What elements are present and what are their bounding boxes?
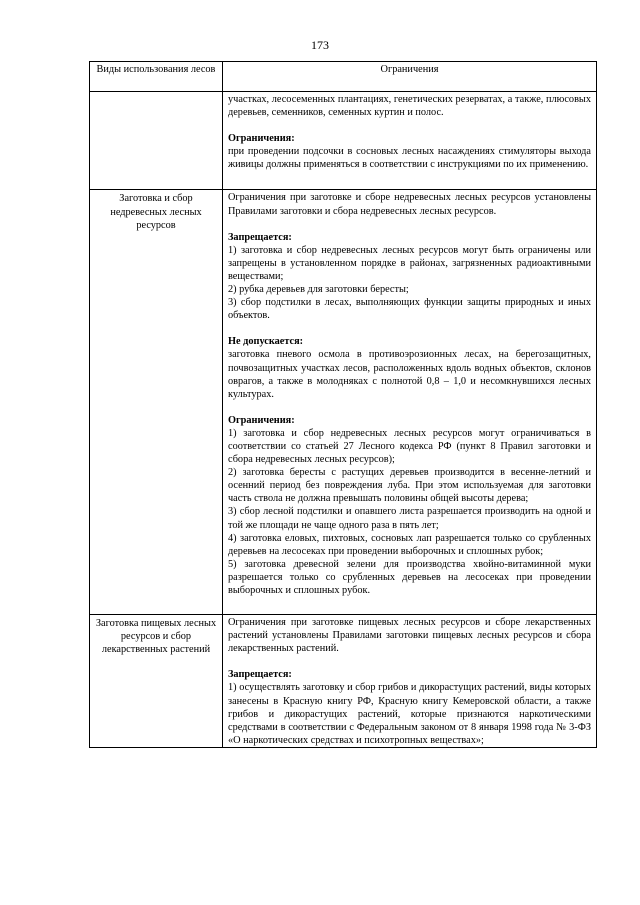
paragraph: 1) осуществлять заготовку и сбор грибов и дикорастущих растений, виды которых занесены в Красную книгу РФ, Красную книгу Кемеровской области, а также грибов и дикорастущих растений, которые признаются наркотическими средствами в соответствии с Федеральным законом от 8 января 1998 года № 3-ФЗ «О наркотических средствах и психотропных веществах»;: [228, 682, 591, 746]
paragraph: при проведении подсочки в сосновых лесных насаждениях стимуляторы выхода живицы должны применяться в соответствии с инструкциями по их применению.: [228, 146, 591, 171]
restrictions-table: [89, 61, 597, 748]
paragraph: заготовка пневого осмола в противоэрозионных лесах, на берегозащитных, почвозащитных участках лесов, расположенных вдоль водных объектов, склонов оврагов, а также в молодняках с полнотой 0,8 – 1,0 и несомкнувшихся лесных культурах.: [228, 349, 591, 400]
paragraph: 1) заготовка и сбор недревесных лесных ресурсов могут ограничиваться в соответствии со статьей 27 Лесного кодекса РФ (пункт 8 Правил заготовки и сбора недревесных лесных ресурсов);: [228, 427, 591, 466]
paragraph: 3) сбор подстилки в лесах, выполняющих функции защиты природных и иных объектов.: [228, 297, 591, 322]
table-row: [90, 190, 597, 615]
paragraph: 2) рубка деревьев для заготовки бересты;: [228, 284, 409, 296]
table-body: [90, 92, 597, 748]
usage-kind-cell: Заготовка пищевых лесных ресурсов и сбор лекарственных растений: [90, 615, 223, 748]
table-row: [90, 615, 597, 748]
paragraph: Ограничения при заготовке пищевых лесных ресурсов и сборе лекарственных растений установлены Правилами заготовки пищевых лесных ресурсов и сбора лекарственных растений.: [228, 617, 591, 655]
header-restrictions: Ограничения: [223, 62, 597, 92]
paragraph: 3) сбор лесной подстилки и опавшего листа разрешается производить на одной и той же площади не чаще одного раза в пять лет;: [228, 506, 591, 531]
usage-kind-cell: [90, 92, 223, 190]
paragraph: Ограничения при заготовке и сборе недревесных лесных ресурсов установлены Правилами заготовки и сбора недревесных лесных ресурсов.: [228, 192, 591, 217]
usage-kind-cell: Заготовка и сбор недревесных лесных ресурсов: [90, 190, 223, 615]
paragraph: 2) заготовка бересты с растущих деревьев производится в весенне-летний и осенний период без повреждения луба. При этом используемая для заготовки часть ствола не должна превышать половины общей высоты дерева;: [228, 467, 591, 505]
restrictions-cell: [223, 190, 597, 615]
section-heading: Не допускается:: [228, 336, 304, 348]
restrictions-cell: [223, 615, 597, 748]
paragraph: 5) заготовка древесной зелени для производства хвойно-витаминной муки разрешается только со срубленных деревьев на лесосеках при проведении выборочных и сплошных рубок.: [228, 558, 591, 596]
paragraph: 4) заготовка еловых, пихтовых, сосновых лап разрешается только со срубленных деревьев на лесосеках при проведении выборочных и сплошных рубок;: [228, 532, 591, 557]
table-row: [90, 92, 597, 190]
section-heading: Запрещается:: [228, 231, 292, 243]
section-heading: Запрещается:: [228, 669, 292, 681]
header-usage-kind: Виды использования лесов: [90, 62, 223, 92]
restrictions-cell: [223, 92, 597, 190]
section-heading: Ограничения:: [228, 414, 295, 426]
paragraph: 1) заготовка и сбор недревесных лесных ресурсов могут быть ограничены или запрещены в установленном порядке в районах, загрязненных радиоактивными веществами;: [228, 244, 591, 282]
section-heading: Ограничения:: [228, 133, 295, 145]
table-header-row: [90, 62, 597, 92]
page-number: 173: [311, 38, 329, 52]
paragraph: участках, лесосеменных плантациях, генетических резерватах, а также, плюсовых деревьев, семенников, семенных куртин и полос.: [228, 94, 591, 119]
